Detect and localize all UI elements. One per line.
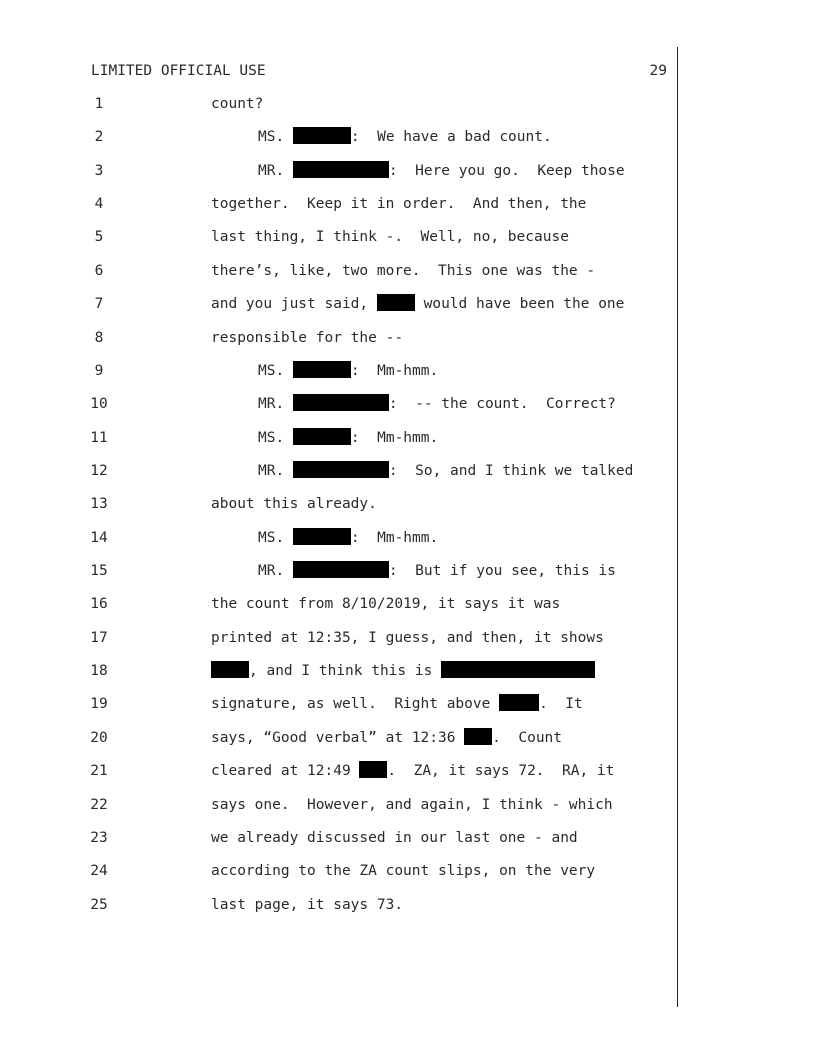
redaction-box [293,161,389,178]
line-number: 10 [90,396,108,413]
line-number: 24 [90,863,108,880]
line-text [258,561,616,581]
line-text [211,294,624,314]
line-text-segment: last thing, I think -. Well, no, because [211,229,569,246]
line-number: 7 [94,296,104,313]
line-text [211,795,613,815]
line-number: 9 [94,362,104,379]
line-text-segment: , and I think this is [249,663,442,680]
line-text-segment: MR. [258,462,293,479]
line-text-segment: the count from 8/10/2019, it says it was [211,596,561,613]
line-text-segment: : Here you go. Keep those [388,162,625,179]
transcript-line [0,227,816,247]
line-text-segment: printed at 12:35, I guess, and then, it shows [211,629,604,646]
transcript-line [0,795,816,815]
line-number: 2 [94,129,104,146]
line-text-segment: MR. [258,396,293,413]
line-text [211,328,403,348]
line-text-segment: last page, it says 73. [211,896,404,913]
line-number: 13 [90,496,108,513]
transcript-line [0,895,816,915]
line-number: 12 [90,462,108,479]
page-number: 29 [649,63,667,79]
line-text-segment: . It [539,696,583,713]
line-text [258,394,616,414]
line-text [258,161,625,181]
transcript-line [0,94,816,114]
line-text-segment: we already discussed in our last one - and [211,829,578,846]
line-text-segment: says one. However, and again, I think - which [211,796,613,813]
redaction-box [499,694,539,711]
transcript-line [0,261,816,281]
line-text-segment: : Mm-hmm. [350,429,439,446]
line-text [211,594,560,614]
transcript-line [0,728,816,748]
line-number: 20 [90,729,108,746]
line-number: 23 [90,829,108,846]
line-text-segment: there’s, like, two more. This one was the - [211,262,596,279]
line-text-segment: would have been the one [414,296,625,313]
line-number: 8 [94,329,104,346]
line-text-segment: count? [211,96,264,112]
line-text [258,127,552,147]
transcript-line [0,361,816,381]
line-text-segment: signature, as well. Right above [211,696,500,713]
transcript-line [0,694,816,714]
transcript-line [0,461,816,481]
line-text [258,428,438,448]
redaction-box [377,294,415,311]
line-text [258,528,438,548]
transcript-line [0,561,816,581]
line-text-segment: : Mm-hmm. [350,362,439,379]
redaction-box [293,394,389,411]
document-marking: LIMITED OFFICIAL USE [91,63,266,79]
transcript-line [0,761,816,781]
line-text-segment: . ZA, it says 72. RA, it [387,763,615,780]
line-number: 21 [90,763,108,780]
line-text-segment: says, “Good verbal” at 12:36 [211,729,465,746]
line-text-segment: about this already. [211,496,377,513]
redaction-box [293,528,351,545]
transcript-line [0,494,816,514]
line-text-segment: MR. [258,563,293,580]
transcript-line [0,528,816,548]
line-number: 4 [94,196,104,213]
line-text [211,628,604,648]
line-text [211,227,569,247]
line-text [258,461,633,481]
line-text-segment: MS. [258,429,293,446]
line-text-segment: responsible for the -- [211,329,404,346]
transcript-line [0,294,816,314]
line-text [258,361,438,381]
transcript-line [0,127,816,147]
transcript-line [0,828,816,848]
redaction-box [293,361,351,378]
transcript-line [0,861,816,881]
line-text-segment: and you just said, [211,296,377,313]
line-text-segment: together. Keep it in order. And then, the [211,196,587,213]
line-number: 17 [90,629,108,646]
line-text-segment: : We have a bad count. [350,129,552,146]
line-text-segment: MS. [258,362,293,379]
line-text-segment: cleared at 12:49 [211,763,360,780]
redaction-box [293,561,389,578]
line-text [211,494,377,514]
line-text-segment: MR. [258,162,293,179]
redaction-box [359,761,387,778]
line-number: 6 [94,262,104,279]
redaction-box [293,127,351,144]
line-text [211,194,586,214]
redaction-box [293,428,351,445]
line-number: 18 [90,663,108,680]
line-text [211,828,578,848]
redaction-box [441,661,595,678]
line-number: 19 [90,696,108,713]
transcript-line [0,628,816,648]
transcript-line [0,661,816,681]
line-text-segment: : -- the count. Correct? [388,396,616,413]
line-text [211,761,614,781]
line-number: 3 [94,162,104,179]
transcript-line [0,194,816,214]
transcript-line [0,161,816,181]
line-text-segment: according to the ZA count slips, on the very [211,863,596,880]
transcript-line [0,328,816,348]
transcript-line [0,428,816,448]
line-text [211,895,403,915]
line-number: 5 [94,229,104,246]
line-text-segment: . Count [492,729,563,746]
line-text [211,694,583,714]
line-text [211,261,595,281]
line-number: 11 [90,429,108,446]
line-text-segment: : But if you see, this is [388,563,616,580]
line-number: 14 [90,529,108,546]
line-text-segment: MS. [258,129,293,146]
line-number: 1 [94,96,104,112]
line-number: 25 [90,896,108,913]
line-text [211,728,562,748]
line-number: 22 [90,796,108,813]
line-text-segment: : Mm-hmm. [350,529,439,546]
transcript-line [0,394,816,414]
line-text-segment: : So, and I think we talked [388,462,634,479]
transcript-line [0,594,816,614]
line-number: 16 [90,596,108,613]
line-text-segment: MS. [258,529,293,546]
line-text [211,861,595,881]
redaction-box [464,728,492,745]
redaction-box [293,461,389,478]
line-text [211,94,263,114]
redaction-box [211,661,249,678]
line-number: 15 [90,563,108,580]
line-text [211,661,595,681]
